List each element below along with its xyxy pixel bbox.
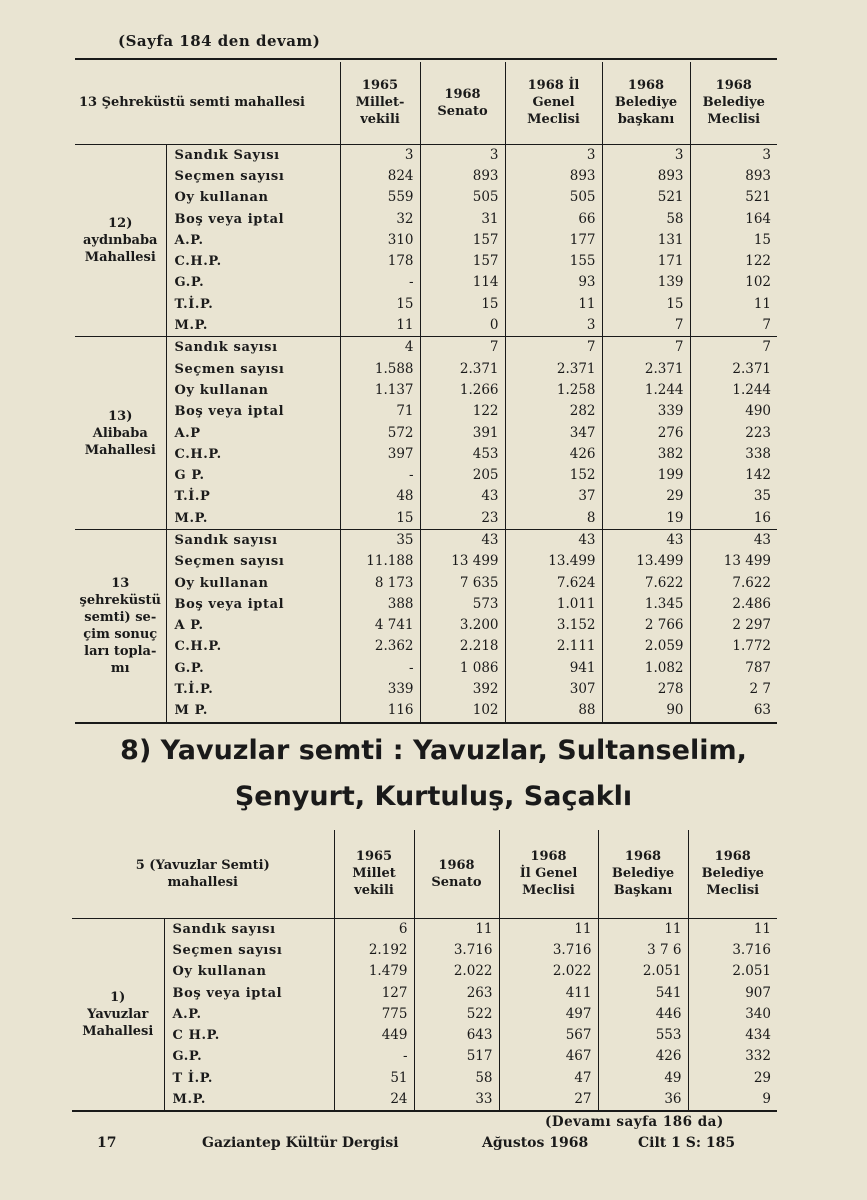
row-label: A.P. [166, 230, 340, 251]
table-row [75, 572, 777, 593]
value-cell: 490 [690, 401, 777, 422]
value-cell: 572 [340, 422, 420, 443]
value-cell: 27 [499, 1089, 598, 1111]
table-row [75, 337, 777, 359]
value-cell: 1.244 [690, 380, 777, 401]
neighborhood-label-line: ları topla- [84, 643, 157, 659]
value-cell: 505 [420, 187, 505, 208]
neighborhood-label-line: aydınbaba [83, 232, 158, 248]
value-cell: 3 7 6 [598, 940, 688, 961]
header-1965-milletvekili: 1965 Millet- vekili [340, 62, 420, 144]
value-cell: 164 [690, 208, 777, 229]
value-cell: 7.622 [690, 572, 777, 593]
table-row [75, 315, 777, 337]
section-title-line1: 8) Yavuzlar semti : Yavuzlar, Sultanselim, [120, 735, 747, 766]
value-cell: 223 [690, 422, 777, 443]
value-cell: 382 [602, 444, 690, 465]
value-cell: 2.051 [688, 961, 777, 982]
value-cell: 131 [602, 230, 690, 251]
value-cell: 16 [690, 508, 777, 530]
value-cell: 505 [505, 187, 602, 208]
value-cell: 155 [505, 251, 602, 272]
value-cell: 2.371 [505, 358, 602, 379]
row-label: Seçmen sayısı [166, 551, 340, 572]
value-cell: 1.479 [334, 961, 414, 982]
value-cell: 199 [602, 465, 690, 486]
table-row [72, 940, 777, 961]
value-cell: 36 [598, 1089, 688, 1111]
table-row [75, 422, 777, 443]
table-row [75, 465, 777, 486]
value-cell: 3.716 [499, 940, 598, 961]
value-cell: 127 [334, 982, 414, 1003]
section-title-line2: Şenyurt, Kurtuluş, Saçaklı [234, 781, 633, 812]
value-cell: 893 [602, 166, 690, 187]
value-cell: 66 [505, 208, 602, 229]
header-1968-senato: 1968 Senato [414, 830, 499, 918]
value-cell: 157 [420, 230, 505, 251]
table-row [75, 636, 777, 657]
value-cell: 15 [340, 294, 420, 315]
value-cell: 1.345 [602, 594, 690, 615]
value-cell: 2 7 [690, 679, 777, 700]
value-cell: - [340, 465, 420, 486]
row-label: C H.P. [164, 1025, 334, 1046]
value-cell: 263 [414, 982, 499, 1003]
value-cell: 4 [340, 337, 420, 359]
table-row [75, 272, 777, 293]
value-cell: 7 [602, 337, 690, 359]
value-cell: 1.137 [340, 380, 420, 401]
value-cell: 1.258 [505, 380, 602, 401]
row-label: C.H.P. [166, 251, 340, 272]
value-cell: 43 [690, 529, 777, 551]
value-cell: 58 [602, 208, 690, 229]
value-cell: 3.200 [420, 615, 505, 636]
value-cell: 2.218 [420, 636, 505, 657]
header-1968-belediye-baskani: 1968 Belediye Başkanı [598, 830, 688, 918]
value-cell: 573 [420, 594, 505, 615]
table-row [75, 358, 777, 379]
value-cell: 177 [505, 230, 602, 251]
value-cell: 787 [690, 658, 777, 679]
election-table-yavuzlar [72, 830, 777, 1112]
neighborhood-label [75, 144, 166, 337]
value-cell: 15 [420, 294, 505, 315]
district-header: 5 (Yavuzlar Semti) mahallesi [72, 830, 334, 918]
row-label: G.P. [166, 658, 340, 679]
value-cell: 29 [688, 1068, 777, 1089]
value-cell: 7 [690, 315, 777, 337]
row-label: A.P [166, 422, 340, 443]
table-row [75, 658, 777, 679]
row-label: T.İ.P [166, 486, 340, 507]
value-cell: 102 [690, 272, 777, 293]
neighborhood-label-line: semti) se- [84, 609, 157, 625]
district-header: 13 Şehreküstü semti mahallesi [75, 62, 340, 144]
table-row [75, 679, 777, 700]
value-cell: 467 [499, 1046, 598, 1067]
value-cell: 567 [499, 1025, 598, 1046]
value-cell: 11 [414, 918, 499, 940]
continued-on-note: (Devamı sayfa 186 da) [545, 1114, 724, 1130]
value-cell: 157 [420, 251, 505, 272]
row-label: M.P. [166, 508, 340, 530]
row-label: Boş veya iptal [166, 594, 340, 615]
value-cell: 122 [420, 401, 505, 422]
value-cell: 48 [340, 486, 420, 507]
value-cell: 907 [688, 982, 777, 1003]
value-cell: 3 [420, 144, 505, 166]
value-cell: 4 741 [340, 615, 420, 636]
value-cell: 2.371 [690, 358, 777, 379]
row-label: Sandık sayısı [166, 337, 340, 359]
value-cell: - [340, 658, 420, 679]
value-cell: 1.588 [340, 358, 420, 379]
value-cell: 2.486 [690, 594, 777, 615]
value-cell: 3 [505, 144, 602, 166]
continuation-note: (Sayfa 184 den devam) [118, 32, 321, 50]
value-cell: 2 297 [690, 615, 777, 636]
header-1968-senato: 1968 Senato [420, 62, 505, 144]
value-cell: 559 [340, 187, 420, 208]
value-cell: 2.371 [602, 358, 690, 379]
row-label: Sandık Sayısı [166, 144, 340, 166]
row-label: Oy kullanan [166, 187, 340, 208]
value-cell: 1.082 [602, 658, 690, 679]
header-1965-milletvekili: 1965 Millet vekili [334, 830, 414, 918]
value-cell: 7.624 [505, 572, 602, 593]
value-cell: 3 [340, 144, 420, 166]
value-cell: 3.716 [688, 940, 777, 961]
header-1968-il-genel-meclisi: 1968 İl Genel Meclisi [499, 830, 598, 918]
neighborhood-label-line: şehreküstü [79, 592, 161, 608]
value-cell: 824 [340, 166, 420, 187]
value-cell: 497 [499, 1004, 598, 1025]
row-label: M.P. [164, 1089, 334, 1111]
row-label: Oy kullanan [166, 572, 340, 593]
value-cell: 93 [505, 272, 602, 293]
neighborhood-label [75, 337, 166, 530]
value-cell: 521 [690, 187, 777, 208]
value-cell: 205 [420, 465, 505, 486]
value-cell: 2 766 [602, 615, 690, 636]
neighborhood-label-line: 13 [111, 575, 130, 591]
header-1968-belediye-baskani: 1968 Belediye başkanı [602, 62, 690, 144]
neighborhood-label-line: 12) [108, 215, 133, 231]
row-label: A.P. [164, 1004, 334, 1025]
value-cell: 1 086 [420, 658, 505, 679]
value-cell: 122 [690, 251, 777, 272]
row-label: M P. [166, 700, 340, 722]
value-cell: 893 [690, 166, 777, 187]
table-row [72, 918, 777, 940]
value-cell: 35 [340, 529, 420, 551]
header-1968-belediye-meclisi: 1968 Belediye Meclisi [688, 830, 777, 918]
neighborhood-label-line: Yavuzlar [87, 1006, 149, 1022]
volume-info: Cilt 1 S: 185 [638, 1135, 736, 1151]
value-cell: 33 [414, 1089, 499, 1111]
value-cell: 102 [420, 700, 505, 722]
value-cell: 446 [598, 1004, 688, 1025]
value-cell: 13 499 [420, 551, 505, 572]
value-cell: 63 [690, 700, 777, 722]
value-cell: - [334, 1046, 414, 1067]
value-cell: 893 [420, 166, 505, 187]
value-cell: 139 [602, 272, 690, 293]
value-cell: 775 [334, 1004, 414, 1025]
value-cell: 31 [420, 208, 505, 229]
value-cell: 58 [414, 1068, 499, 1089]
value-cell: 15 [690, 230, 777, 251]
value-cell: 340 [688, 1004, 777, 1025]
value-cell: 426 [598, 1046, 688, 1067]
row-label: C.H.P. [166, 444, 340, 465]
value-cell: 9 [688, 1089, 777, 1111]
value-cell: 7 [602, 315, 690, 337]
value-cell: 391 [420, 422, 505, 443]
value-cell: 23 [420, 508, 505, 530]
value-cell: 0 [420, 315, 505, 337]
value-cell: 35 [690, 486, 777, 507]
value-cell: 2.022 [414, 961, 499, 982]
value-cell: 522 [414, 1004, 499, 1025]
row-label: Boş veya iptal [164, 982, 334, 1003]
table-row [72, 982, 777, 1003]
table-row [75, 444, 777, 465]
table-row [75, 594, 777, 615]
value-cell: 3 [505, 315, 602, 337]
value-cell: 47 [499, 1068, 598, 1089]
table-row [75, 401, 777, 422]
row-label: Sandık sayısı [164, 918, 334, 940]
value-cell: 142 [690, 465, 777, 486]
neighborhood-label-line: mı [110, 660, 130, 676]
value-cell: 392 [420, 679, 505, 700]
value-cell: 8 [505, 508, 602, 530]
value-cell: 2.022 [499, 961, 598, 982]
value-cell: 339 [340, 679, 420, 700]
value-cell: 11 [499, 918, 598, 940]
value-cell: 276 [602, 422, 690, 443]
table-row [72, 1089, 777, 1111]
table-row [75, 380, 777, 401]
value-cell: 43 [420, 529, 505, 551]
value-cell: 114 [420, 272, 505, 293]
value-cell: 11.188 [340, 551, 420, 572]
row-label: Sandık sayısı [166, 529, 340, 551]
table-row [72, 1025, 777, 1046]
row-label: Seçmen sayısı [166, 166, 340, 187]
table-row [75, 529, 777, 551]
value-cell: 449 [334, 1025, 414, 1046]
value-cell: 15 [340, 508, 420, 530]
value-cell: 3 [690, 144, 777, 166]
neighborhood-label-line: 13) [108, 408, 133, 424]
journal-name: Gaziantep Kültür Dergisi [202, 1135, 399, 1151]
value-cell: 7.622 [602, 572, 690, 593]
table-row [75, 508, 777, 530]
value-cell: 13.499 [602, 551, 690, 572]
value-cell: 171 [602, 251, 690, 272]
value-cell: 7 [420, 337, 505, 359]
table-row [75, 144, 777, 166]
value-cell: 3 [602, 144, 690, 166]
table-row [75, 251, 777, 272]
row-label: T.İ.P. [166, 679, 340, 700]
table-row [72, 1046, 777, 1067]
value-cell: 51 [334, 1068, 414, 1089]
value-cell: 6 [334, 918, 414, 940]
value-cell: 338 [690, 444, 777, 465]
value-cell: 339 [602, 401, 690, 422]
value-cell: 453 [420, 444, 505, 465]
election-table-sehrekustu [75, 62, 777, 724]
top-rule [75, 58, 777, 60]
value-cell: 15 [602, 294, 690, 315]
row-label: Seçmen sayısı [164, 940, 334, 961]
row-label: Boş veya iptal [166, 401, 340, 422]
row-label: T.İ.P. [166, 294, 340, 315]
value-cell: 553 [598, 1025, 688, 1046]
table-row [75, 551, 777, 572]
table-row [72, 1004, 777, 1025]
value-cell: 11 [690, 294, 777, 315]
neighborhood-label [72, 918, 164, 1111]
value-cell: 13.499 [505, 551, 602, 572]
value-cell: 1.772 [690, 636, 777, 657]
value-cell: 19 [602, 508, 690, 530]
value-cell: 43 [420, 486, 505, 507]
value-cell: 3.152 [505, 615, 602, 636]
row-label: Oy kullanan [166, 380, 340, 401]
value-cell: 7 [505, 337, 602, 359]
value-cell: 388 [340, 594, 420, 615]
value-cell: 7 [690, 337, 777, 359]
table-row [75, 294, 777, 315]
row-label: T İ.P. [164, 1068, 334, 1089]
neighborhood-label-line: çim sonuç [83, 626, 158, 642]
table-row [75, 187, 777, 208]
value-cell: 1.244 [602, 380, 690, 401]
value-cell: 116 [340, 700, 420, 722]
neighborhood-label-line: 1) [110, 989, 126, 1005]
value-cell: 893 [505, 166, 602, 187]
value-cell: 411 [499, 982, 598, 1003]
value-cell: 278 [602, 679, 690, 700]
value-cell: 434 [688, 1025, 777, 1046]
value-cell: 29 [602, 486, 690, 507]
header-1968-belediye-meclisi: 1968 Belediye Meclisi [690, 62, 777, 144]
value-cell: - [340, 272, 420, 293]
value-cell: 24 [334, 1089, 414, 1111]
page-number: 17 [97, 1135, 117, 1151]
value-cell: 1.266 [420, 380, 505, 401]
value-cell: 2.192 [334, 940, 414, 961]
value-cell: 90 [602, 700, 690, 722]
table-row [75, 166, 777, 187]
value-cell: 11 [598, 918, 688, 940]
value-cell: 71 [340, 401, 420, 422]
value-cell: 11 [688, 918, 777, 940]
row-label: G P. [166, 465, 340, 486]
value-cell: 3.716 [414, 940, 499, 961]
issue-date: Ağustos 1968 [482, 1135, 589, 1151]
value-cell: 152 [505, 465, 602, 486]
value-cell: 941 [505, 658, 602, 679]
neighborhood-label [75, 529, 166, 722]
value-cell: 426 [505, 444, 602, 465]
value-cell: 307 [505, 679, 602, 700]
value-cell: 521 [602, 187, 690, 208]
table-row [75, 486, 777, 507]
value-cell: 517 [414, 1046, 499, 1067]
value-cell: 332 [688, 1046, 777, 1067]
value-cell: 11 [505, 294, 602, 315]
value-cell: 347 [505, 422, 602, 443]
value-cell: 2.111 [505, 636, 602, 657]
value-cell: 178 [340, 251, 420, 272]
neighborhood-label-line: Mahallesi [82, 1023, 154, 1039]
row-label: M.P. [166, 315, 340, 337]
neighborhood-label-line: Mahallesi [84, 442, 156, 458]
row-label: Seçmen sayısı [166, 358, 340, 379]
value-cell: 7 635 [420, 572, 505, 593]
value-cell: 2.051 [598, 961, 688, 982]
value-cell: 2.362 [340, 636, 420, 657]
table-row [75, 230, 777, 251]
table-row [75, 208, 777, 229]
row-label: C.H.P. [166, 636, 340, 657]
neighborhood-label-line: Alibaba [92, 425, 148, 441]
value-cell: 2.371 [420, 358, 505, 379]
row-label: G.P. [164, 1046, 334, 1067]
value-cell: 643 [414, 1025, 499, 1046]
value-cell: 397 [340, 444, 420, 465]
value-cell: 282 [505, 401, 602, 422]
row-label: Boş veya iptal [166, 208, 340, 229]
table-row [72, 1068, 777, 1089]
value-cell: 1.011 [505, 594, 602, 615]
neighborhood-label-line: Mahallesi [84, 249, 156, 265]
value-cell: 13 499 [690, 551, 777, 572]
value-cell: 43 [602, 529, 690, 551]
value-cell: 88 [505, 700, 602, 722]
value-cell: 37 [505, 486, 602, 507]
table-row [75, 615, 777, 636]
table-row [72, 961, 777, 982]
table-row [75, 700, 777, 722]
value-cell: 8 173 [340, 572, 420, 593]
value-cell: 541 [598, 982, 688, 1003]
value-cell: 2.059 [602, 636, 690, 657]
value-cell: 11 [340, 315, 420, 337]
value-cell: 310 [340, 230, 420, 251]
row-label: Oy kullanan [164, 961, 334, 982]
value-cell: 43 [505, 529, 602, 551]
row-label: A P. [166, 615, 340, 636]
value-cell: 49 [598, 1068, 688, 1089]
row-label: G.P. [166, 272, 340, 293]
header-1968-il-genel-meclisi: 1968 İl Genel Meclisi [505, 62, 602, 144]
value-cell: 32 [340, 208, 420, 229]
